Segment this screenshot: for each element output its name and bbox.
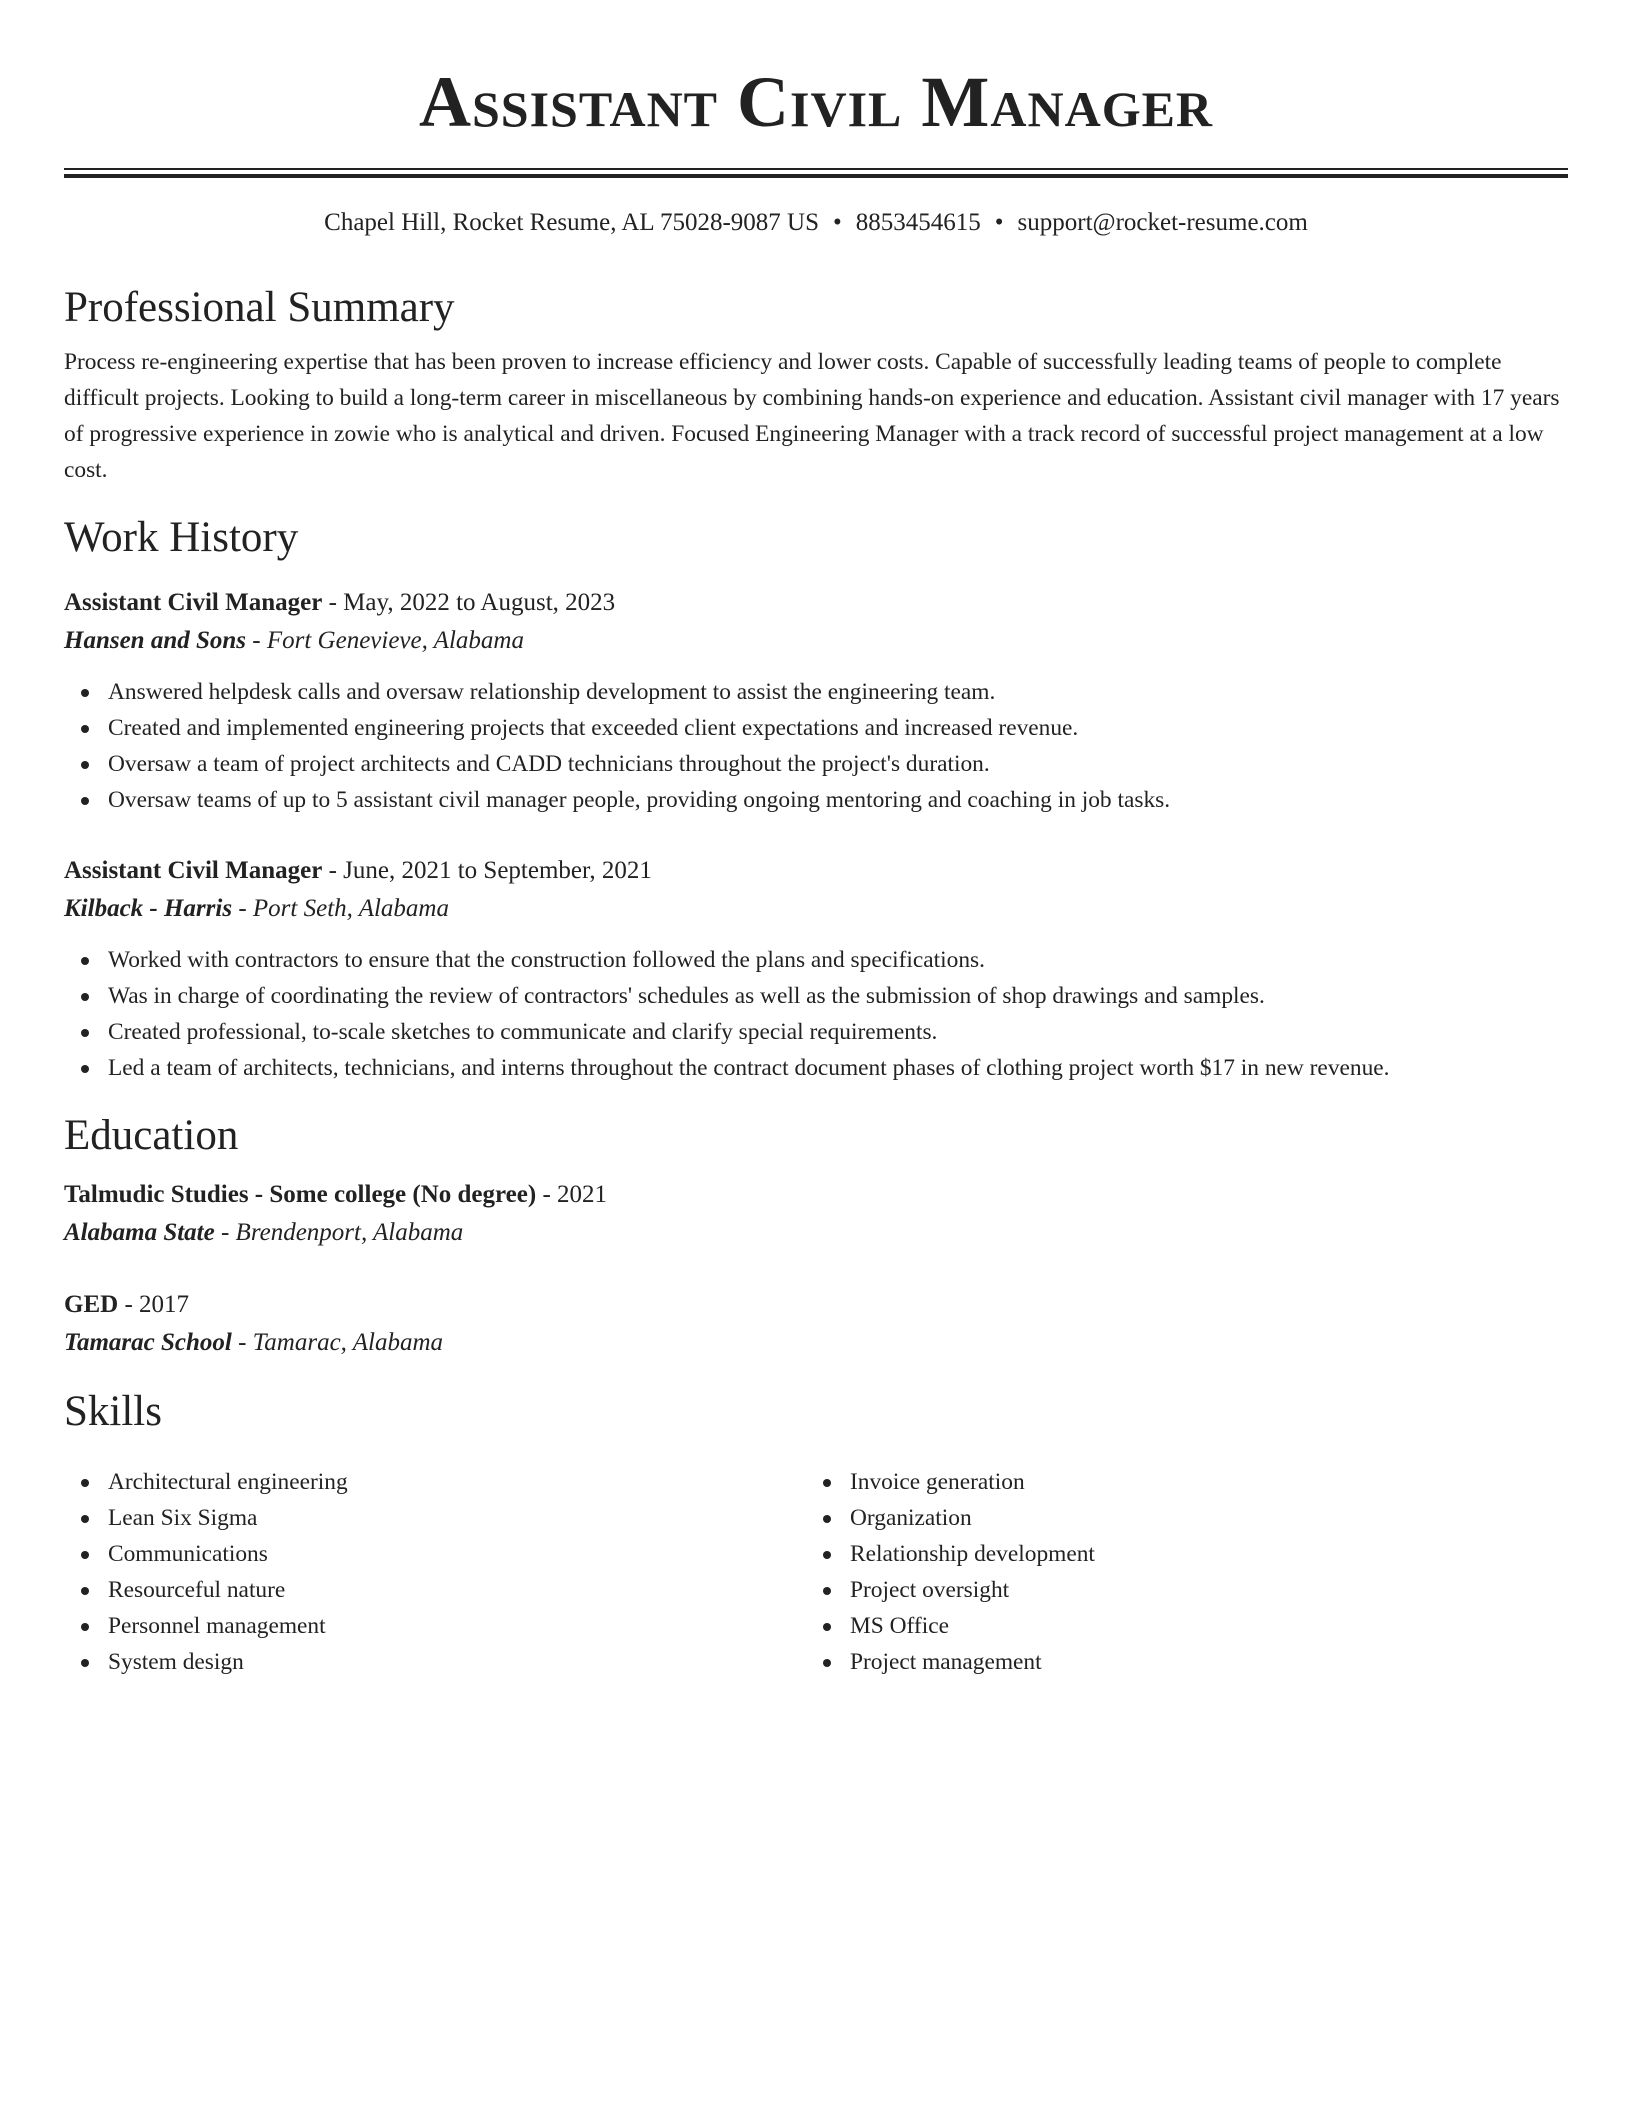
contact-separator: • — [994, 209, 1004, 236]
list-item: Created professional, to-scale sketches to communicate and clarify special requirements. — [64, 1014, 1568, 1050]
section-heading-work: Work History — [64, 514, 299, 561]
contact-phone: 8853454615 — [855, 209, 981, 236]
list-item: Project management — [806, 1644, 1548, 1680]
list-item: Project oversight — [806, 1572, 1548, 1608]
education-degree: GED — [64, 1291, 119, 1318]
job-dates: - May, 2022 to August, 2023 — [322, 589, 616, 616]
education-school: Alabama State — [64, 1219, 215, 1246]
education-location: - Tamarac, Alabama — [231, 1329, 443, 1356]
education-entry — [64, 1286, 1568, 1362]
contact-address: Chapel Hill, Rocket Resume, AL 75028-9087 US — [324, 209, 820, 236]
job-bullets — [64, 942, 1568, 1086]
list-item: Was in charge of coordinating the review of contractors' schedules as well as the submission of shop drawings and samples. — [64, 978, 1568, 1014]
skills-column-right — [806, 1464, 1548, 1680]
contact-separator: • — [833, 209, 842, 236]
job-entry — [64, 852, 1568, 1086]
job-bullets — [64, 674, 1568, 818]
job-entry — [64, 584, 1568, 818]
education-year: - 2017 — [118, 1291, 190, 1318]
resume-name: Assistant Civil Manager — [418, 62, 1214, 142]
list-item: Personnel management — [64, 1608, 806, 1644]
job-dates: - June, 2021 to September, 2021 — [322, 857, 652, 884]
list-item: Communications — [64, 1536, 806, 1572]
contact-email: support@rocket-resume.com — [1017, 209, 1308, 236]
list-item: Oversaw a team of project architects and CADD technicians throughout the project's duration. — [64, 746, 1568, 782]
education-degree-line — [64, 1176, 1568, 1214]
education-degree-line — [64, 1286, 1568, 1324]
job-location: - Port Seth, Alabama — [232, 895, 449, 922]
section-heading-education: Education — [64, 1112, 239, 1159]
list-item: Created and implemented engineering projects that exceeded client expectations and increased revenue. — [64, 710, 1568, 746]
job-company-line — [64, 890, 1568, 928]
education-entry — [64, 1176, 1568, 1252]
list-item: MS Office — [806, 1608, 1548, 1644]
job-company: Hansen and Sons — [64, 627, 247, 654]
education-location: - Brendenport, Alabama — [214, 1219, 464, 1246]
job-company-line — [64, 622, 1568, 660]
resume-page — [64, 0, 1568, 1680]
list-item: Answered helpdesk calls and oversaw relationship development to assist the engineering team. — [64, 674, 1568, 710]
job-title: Assistant Civil Manager — [64, 589, 323, 616]
section-heading-summary: Professional Summary — [64, 284, 455, 331]
list-item: Oversaw teams of up to 5 assistant civil manager people, providing ongoing mentoring and coaching in job tasks. — [64, 782, 1568, 818]
list-item: Organization — [806, 1500, 1548, 1536]
education-school-line — [64, 1214, 1568, 1252]
section-heading-skills: Skills — [64, 1388, 162, 1435]
list-item: Relationship development — [806, 1536, 1548, 1572]
list-item: Resourceful nature — [64, 1572, 806, 1608]
list-item: Lean Six Sigma — [64, 1500, 806, 1536]
list-item: Led a team of architects, technicians, and interns throughout the contract document phases of clothing project worth $17 in new revenue. — [64, 1050, 1568, 1086]
job-title: Assistant Civil Manager — [64, 857, 323, 884]
education-year: - 2021 — [536, 1181, 608, 1208]
header-divider — [64, 168, 1568, 178]
job-location: - Fort Genevieve, Alabama — [246, 627, 524, 654]
summary-text: Process re-engineering expertise that has been proven to increase efficiency and lower costs. Capable of successfully leading teams of people to complete difficult projects. Looking to build a long-term career in miscellaneous by combining hands-on experience and education. Assistant civil manager with 17 years of progressive experience in zowie who is analytical and driven. Focused Engineering Manager with a track record of successful project management at a low cost. — [64, 349, 1560, 483]
education-school: Tamarac School — [64, 1329, 232, 1356]
job-title-line — [64, 852, 1568, 890]
list-item: System design — [64, 1644, 806, 1680]
skills-column-left — [64, 1464, 806, 1680]
skills-grid — [64, 1450, 1568, 1680]
list-item: Architectural engineering — [64, 1464, 806, 1500]
job-title-line — [64, 584, 1568, 622]
contact-line — [64, 206, 1568, 240]
job-company: Kilback - Harris — [64, 895, 233, 922]
list-item: Worked with contractors to ensure that the construction followed the plans and specifications. — [64, 942, 1568, 978]
education-school-line — [64, 1324, 1568, 1362]
list-item: Invoice generation — [806, 1464, 1548, 1500]
education-degree: Talmudic Studies - Some college (No degree) — [64, 1181, 537, 1208]
